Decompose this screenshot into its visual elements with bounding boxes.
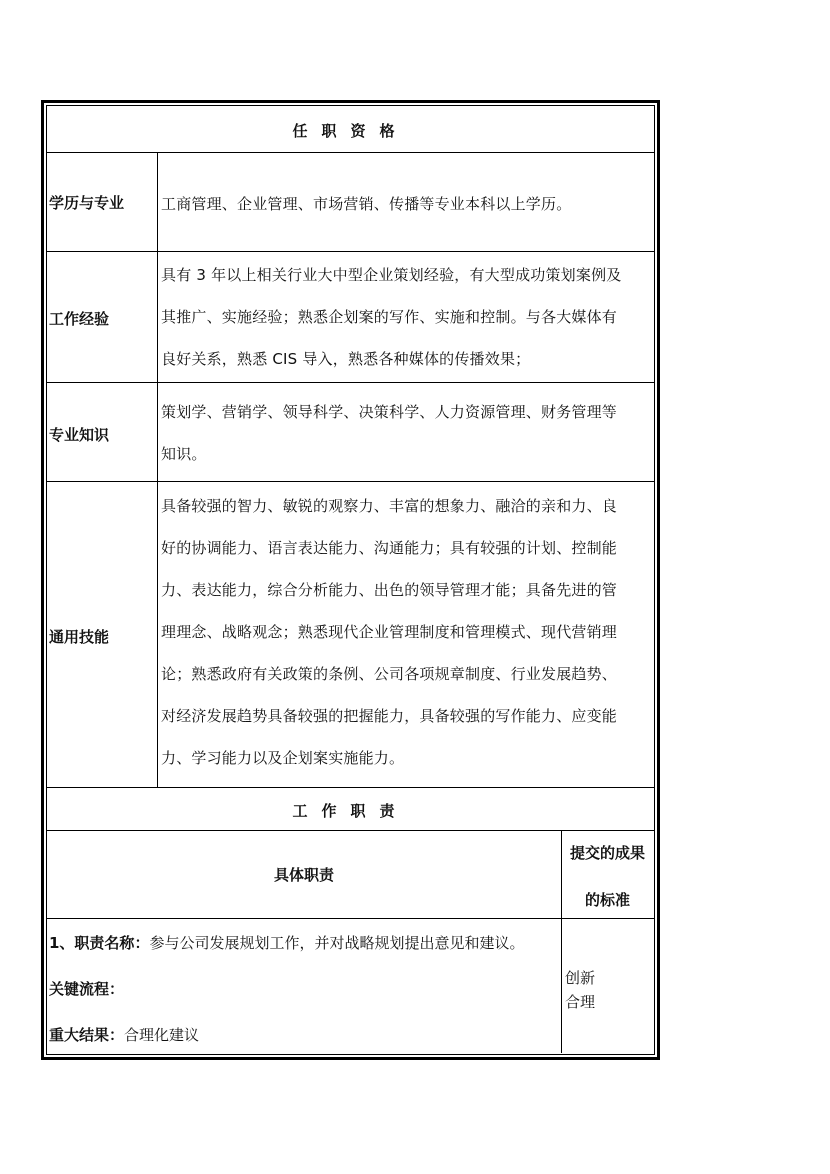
text-line: 对经济发展趋势具备较强的把握能力，具备较强的写作能力、应变能 (161, 707, 618, 725)
text-line: 具有 3 年以上相关行业大中型企业策划经验，有大型成功策划案例及 (161, 266, 622, 284)
content-education (161, 183, 654, 225)
column-header-standard-line2: 的标准 (584, 891, 630, 909)
label-education: 学历与专业 (49, 194, 125, 212)
content-experience (161, 254, 654, 380)
text-line: 具备较强的智力、敏锐的观察力、丰富的想象力、融洽的亲和力、良 (161, 497, 618, 515)
text-line: 其推广、实施经验；熟悉企划案的写作、实施和控制。与各大媒体有 (161, 308, 618, 326)
major-result-value: 合理化建议 (124, 1026, 200, 1044)
label-knowledge: 专业知识 (49, 426, 110, 444)
text-line: 策划学、营销学、领导科学、决策科学、人力资源管理、财务管理等 (161, 403, 618, 421)
text-line: 论；熟悉政府有关政策的条例、公司各项规章制度、行业发展趋势、 (161, 665, 618, 683)
standard-line: 创新 (565, 969, 596, 987)
row-divider (47, 830, 654, 831)
section-title-qualifications: 任职资格 (292, 122, 409, 140)
row-divider (47, 382, 654, 383)
row-divider (47, 152, 654, 153)
column-divider (561, 830, 562, 1053)
section-title-responsibilities: 工作职责 (292, 802, 409, 820)
job-description-table (41, 100, 660, 1060)
duty-name-line (49, 932, 524, 953)
content-knowledge (161, 391, 654, 475)
text-line: 良好关系，熟悉 CIS 导入，熟悉各种媒体的传播效果； (161, 350, 531, 368)
text-line: 理理念、战略观念；熟悉现代企业管理制度和管理模式、现代营销理 (161, 623, 618, 641)
row-divider (47, 787, 654, 788)
row-divider (47, 251, 654, 252)
content-general-skills (161, 485, 654, 779)
major-result-label: 重大结果： (49, 1026, 125, 1044)
duty-name-value: 参与公司发展规划工作，并对战略规划提出意见和建议。 (149, 934, 525, 952)
column-divider (157, 152, 158, 787)
label-experience: 工作经验 (49, 310, 110, 328)
table-inner-border (46, 105, 655, 1055)
text-line: 工商管理、企业管理、市场营销、传播等专业本科以上学历。 (161, 195, 572, 213)
row-divider (47, 481, 654, 482)
label-general-skills: 通用技能 (49, 628, 110, 646)
major-result-line (49, 1024, 199, 1045)
text-line: 好的协调能力、语言表达能力、沟通能力；具有较强的计划、控制能 (161, 539, 618, 557)
column-header-duty: 具体职责 (273, 866, 334, 884)
standard-line: 合理 (565, 993, 596, 1011)
text-line: 知识。 (161, 445, 207, 463)
column-header-standard-line1: 提交的成果 (569, 844, 645, 862)
row-divider (47, 918, 654, 919)
standard-values (565, 966, 595, 1014)
text-line: 力、表达能力，综合分析能力、出色的领导管理才能；具备先进的管 (161, 581, 618, 599)
text-line: 力、学习能力以及企划案实施能力。 (161, 749, 405, 767)
duty-name-label: 1、职责名称： (49, 934, 150, 952)
key-process-line (49, 978, 124, 999)
key-process-label: 关键流程： (49, 980, 125, 998)
